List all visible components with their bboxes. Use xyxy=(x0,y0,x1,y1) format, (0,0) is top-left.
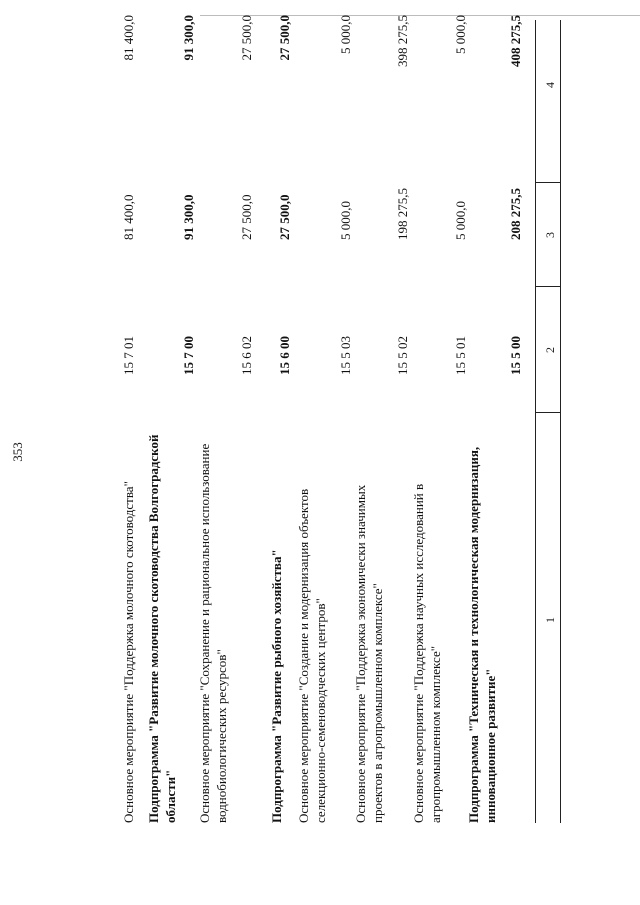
row-0-v4: 408 275,5 xyxy=(508,15,523,67)
row-1-v4: 5 000,0 xyxy=(453,15,468,54)
row-6-v4: 91 300,0 xyxy=(181,15,196,61)
row-2-code: 15 5 02 xyxy=(395,336,410,375)
row-1-code: 15 5 01 xyxy=(453,336,468,375)
header-divider-3 xyxy=(535,182,560,183)
row-3-v4: 5 000,0 xyxy=(338,15,353,54)
header-col-2: 2 xyxy=(543,347,557,353)
row-4-v3: 27 500,0 xyxy=(277,194,292,240)
row-7-v3: 81 400,0 xyxy=(121,194,136,240)
row-5-v4: 27 500,0 xyxy=(239,15,254,61)
row-0-name: Подпрограмма "Техническая и технологическая модернизация, инновационное развитие" xyxy=(466,446,498,823)
row-5-v3: 27 500,0 xyxy=(239,194,254,240)
row-0-v3: 208 275,5 xyxy=(508,188,523,240)
row-7-v4: 81 400,0 xyxy=(121,15,136,61)
row-3-name: Основное мероприятие "Создание и модернизация объектов селекционно-семеноводческих центров" xyxy=(296,488,328,823)
row-0-code: 15 5 00 xyxy=(508,336,523,375)
row-6-v3: 91 300,0 xyxy=(181,194,196,240)
row-4-name: Подпрограмма "Развитие рыбного хозяйства" xyxy=(269,549,284,823)
row-3-code: 15 5 03 xyxy=(338,336,353,375)
row-1-v3: 5 000,0 xyxy=(453,201,468,240)
row-6-name: Подпрограмма "Развитие молочного скотоводства Волгоградской области" xyxy=(146,434,178,823)
page-number: 353 xyxy=(10,442,25,462)
row-2-v4: 398 275,5 xyxy=(395,15,410,67)
row-7-name: Основное мероприятие "Поддержка молочного скотоводства" xyxy=(121,481,136,823)
header-col-4: 4 xyxy=(543,82,557,88)
row-1-name: Основное мероприятие "Поддержка научных исследований в агропромышленном комплексе" xyxy=(411,483,443,823)
header-bottom-line xyxy=(560,20,561,823)
row-4-v4: 27 500,0 xyxy=(277,15,292,61)
header-col-1: 1 xyxy=(543,617,557,623)
row-6-code: 15 7 00 xyxy=(181,336,196,375)
row-5-code: 15 6 02 xyxy=(239,336,254,375)
header-divider-1 xyxy=(535,412,560,413)
header-divider-2 xyxy=(535,286,560,287)
row-5-name: Основное мероприятие "Сохранение и рациональное использование воднобиологических ресурсов" xyxy=(197,443,229,823)
row-4-code: 15 6 00 xyxy=(277,336,292,375)
row-2-name: Основное мероприятие "Поддержка экономически значимых проектов в агропромышленном комплексе" xyxy=(353,484,385,823)
row-7-code: 15 7 01 xyxy=(121,336,136,375)
row-2-v3: 198 275,5 xyxy=(395,188,410,240)
header-top-line xyxy=(535,20,536,823)
row-3-v3: 5 000,0 xyxy=(338,201,353,240)
header-col-3: 3 xyxy=(543,232,557,238)
